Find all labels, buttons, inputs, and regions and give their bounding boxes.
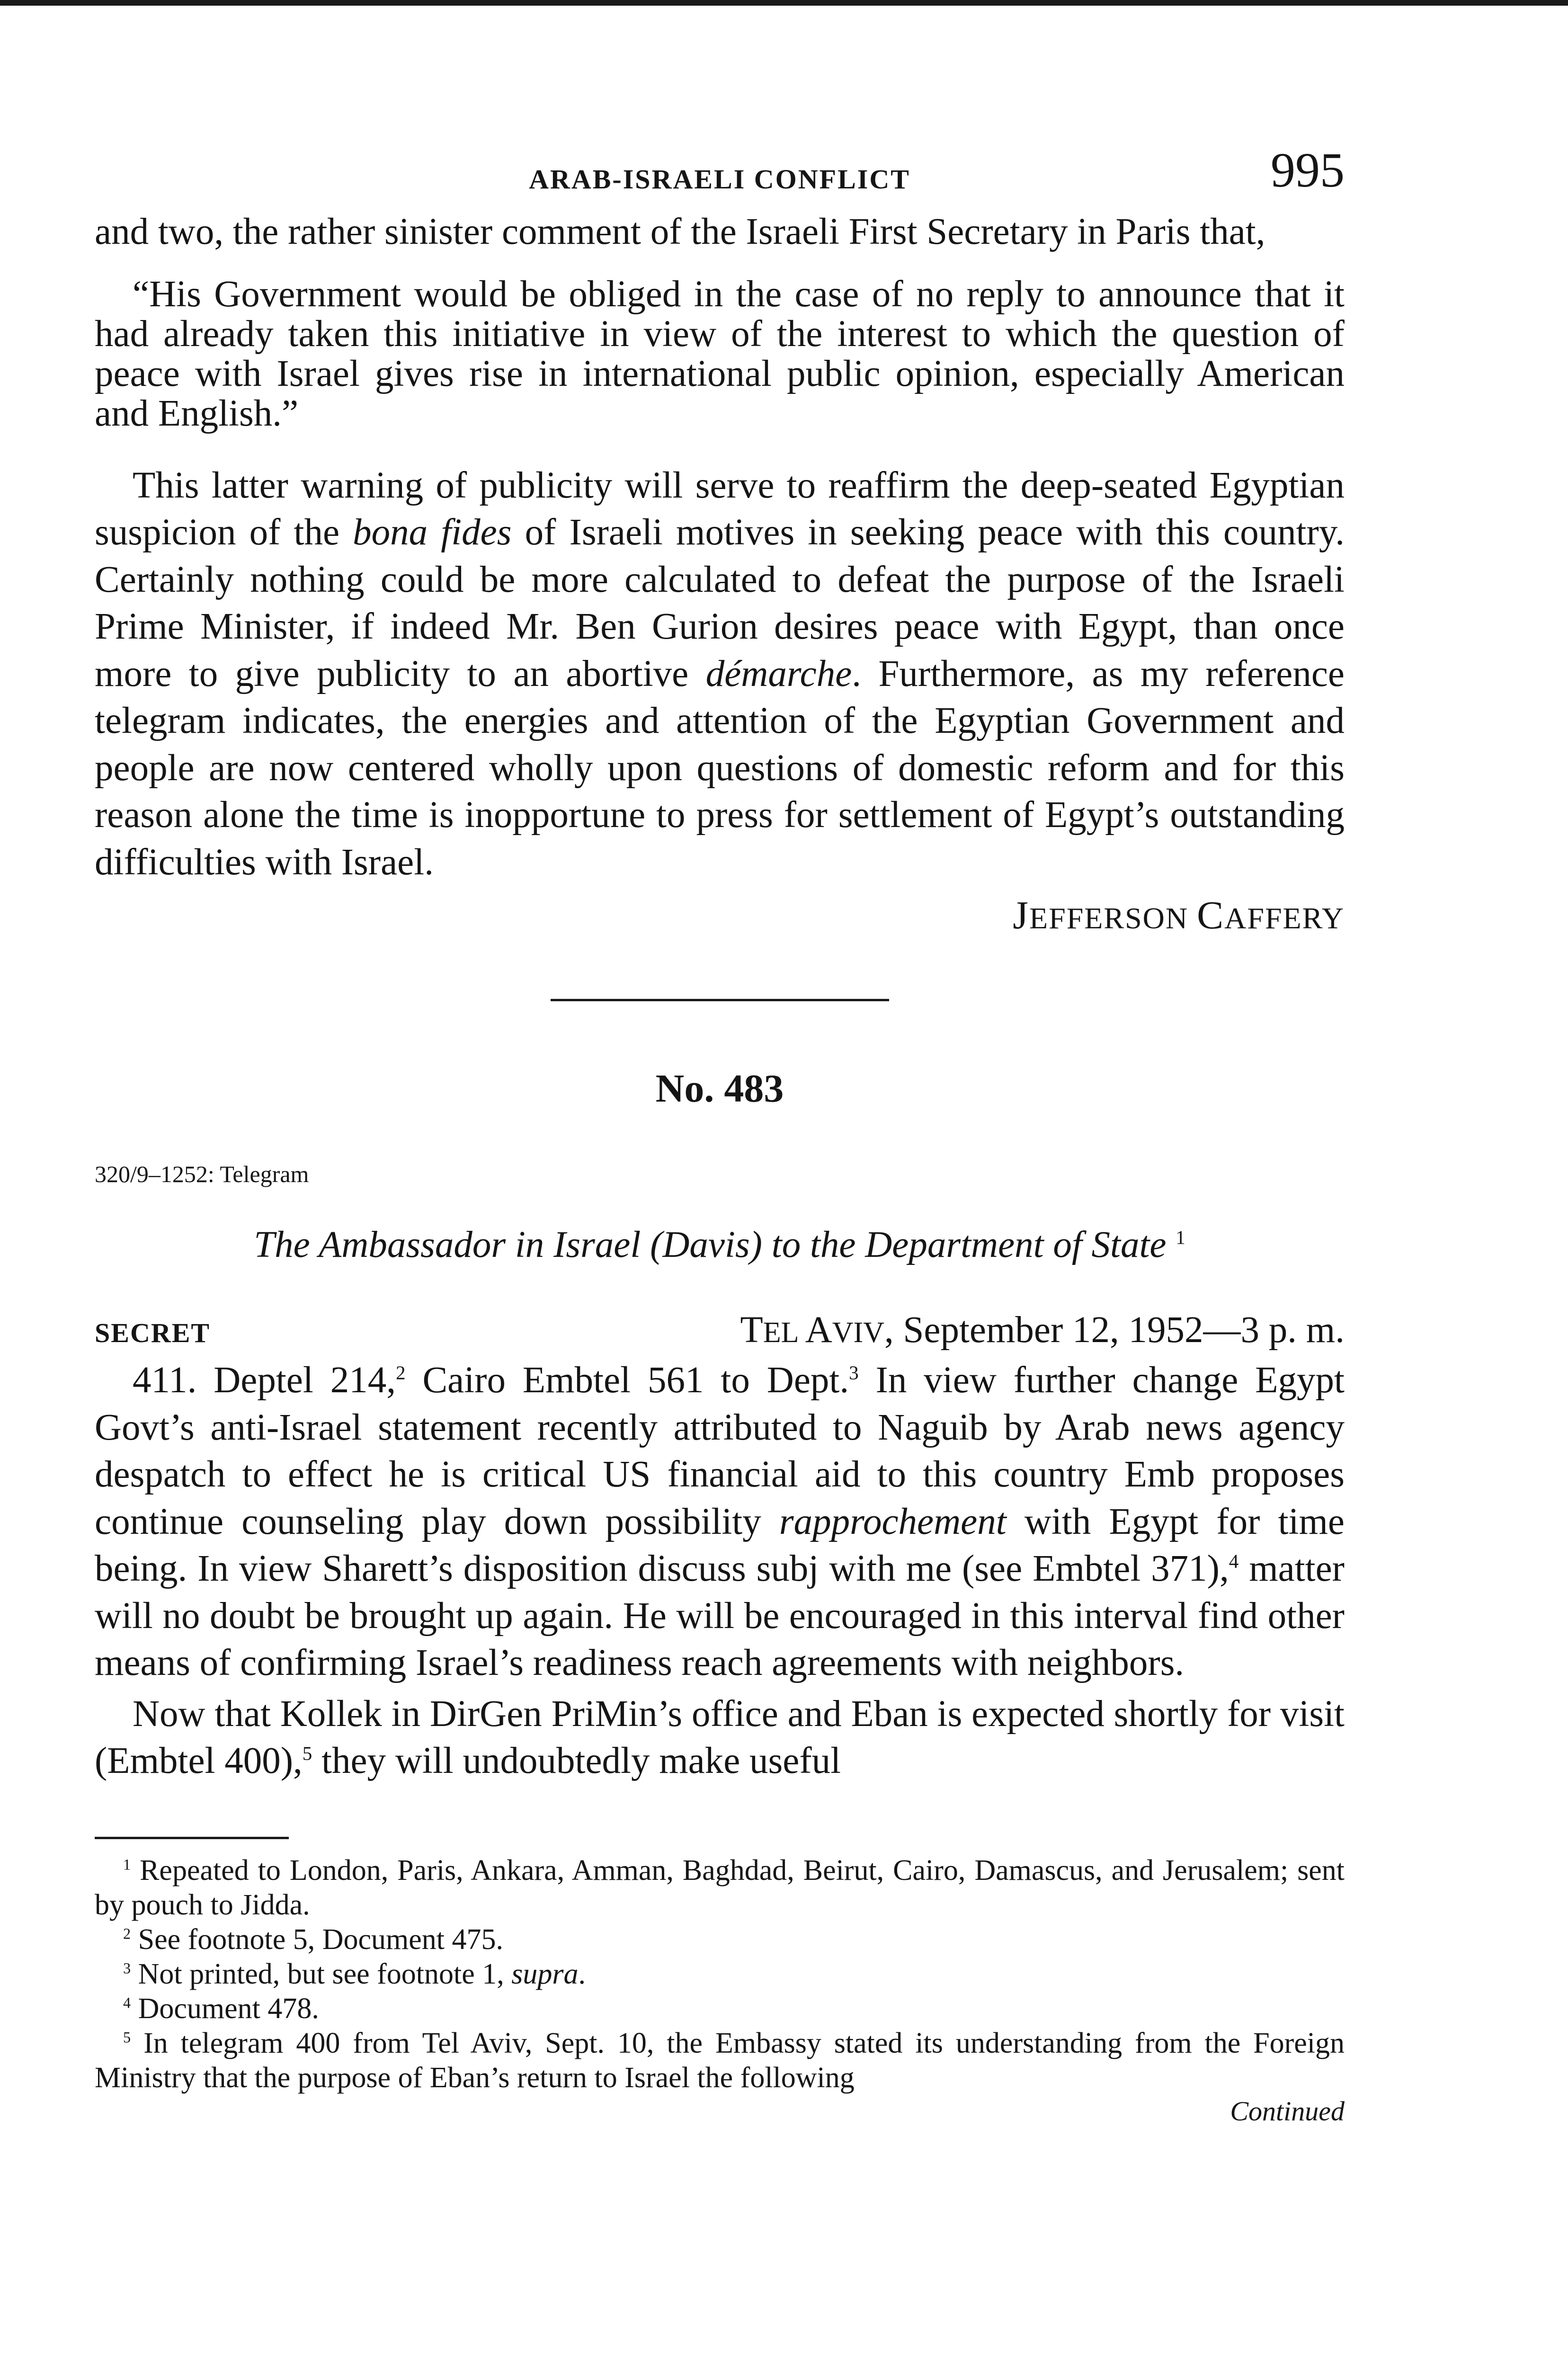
footnotes [95, 1853, 1345, 2095]
text-run: . Furthermore, as my reference telegram indicates, the energies and attention of the Egyptian Government and people are now centered wholly upon questions of domestic reform and for this reason alone the time is inopportune to press for settlement of Egypt’s outstanding difficulties with Israel. [95, 653, 1345, 883]
document-title [95, 1221, 1345, 1269]
footnote-marker: 4 [1229, 1550, 1239, 1572]
dateline [740, 1307, 1345, 1356]
document-page [95, 142, 1345, 2127]
text-run: This latter warning of publicity will serve to reaffirm the deep-seated Egyptian suspicion of the [95, 464, 1345, 553]
italic-text: bona fides [353, 512, 512, 553]
text-run: 411. Deptel 214, [133, 1360, 396, 1401]
block-quote: “His Government would be obliged in the case of no reply to announce that it had already taken this initiative in view of the interest to which the question of peace with Israel gives rise in international public opinion, especially American and English.” [95, 273, 1345, 434]
document-number: No. 483 [655, 1067, 784, 1111]
place-small-caps: VIV [832, 1317, 884, 1349]
place-cap: T [740, 1309, 763, 1351]
paragraph-continuation: and two, the rather sinister comment of the Israeli First Secretary in Paris that, [95, 211, 1265, 252]
footnote-4 [95, 1992, 1345, 2026]
footnote-number: 3 [123, 1959, 131, 1976]
signature-cap: C [1197, 893, 1225, 937]
footnote-text: . [578, 1958, 586, 1990]
section-divider [551, 999, 889, 1001]
italic-text: rapprochement [779, 1501, 1007, 1542]
continued-marker: Continued [1230, 2095, 1345, 2127]
scan-top-border [0, 0, 1568, 6]
page-number: 995 [1271, 143, 1345, 197]
footnote-3 [95, 1957, 1345, 1992]
text-run: matter will no doubt be brought up again. He will be encouraged in this interval find other means of confirming Israel’s readiness reach agreements with neighbors. [95, 1548, 1345, 1683]
footnote-2 [95, 1922, 1345, 1957]
italic-text: supra [511, 1958, 579, 1990]
footnote-text: Not printed, but see footnote 1, [138, 1958, 512, 1990]
text-run: they will undoubtedly make useful [312, 1740, 841, 1781]
date-text: , September 12, 1952—3 p. m. [884, 1309, 1345, 1351]
footnote-5 [95, 2026, 1345, 2095]
footnote-marker: 5 [302, 1742, 312, 1764]
running-title: ARAB-ISRAELI CONFLICT [529, 164, 910, 195]
signature-jefferson-caffery [95, 894, 1345, 940]
footnote-text: In telegram 400 from Tel Aviv, Sept. 10, the Embassy stated its understanding from the Foreign Ministry that the purpose of Eban’s return to Israel the following [95, 2027, 1345, 2094]
letter-body [95, 208, 1345, 886]
file-reference: 320/9–1252: Telegram [95, 1161, 309, 1187]
document-title-text: The Ambassador in Israel (Davis) to the Department of State [254, 1224, 1167, 1265]
footnote-text: Repeated to London, Paris, Ankara, Amman, Baghdad, Beirut, Cairo, Damascus, and Jerusalem; sent by pouch to Jidda. [95, 1854, 1345, 1921]
footnote-marker: 2 [396, 1361, 406, 1384]
text-run: In view further change Egypt Govt’s anti-Israel statement recently attributed to Naguib by Arab news agency despatch to effect he is critical US financial aid to this country Emb proposes continue counseling play down possibility [95, 1360, 1345, 1542]
footnote-1 [95, 1853, 1345, 1922]
place-cap: A [805, 1309, 832, 1351]
text-run: Cairo Embtel 561 to Dept. [405, 1360, 849, 1401]
paragraph-publicity-warning [95, 462, 1345, 886]
footnote-number: 4 [123, 1993, 131, 2011]
place-small-caps: EL [763, 1317, 798, 1349]
footnote-number: 5 [123, 2028, 131, 2046]
footnote-marker: 1 [1176, 1226, 1185, 1248]
text-run: of Israeli motives in seeking peace with this country. Certainly nothing could be more calculated to defeat the purpose of the Israeli Prime Minister, if indeed Mr. Ben Gurion desires peace with Egypt, than once more to give publicity to an abortive [95, 512, 1345, 694]
dateline-row [95, 1307, 1345, 1357]
italic-text: démarche [705, 653, 852, 694]
footnote-number: 2 [123, 1924, 131, 1942]
signature-cap: J [1013, 893, 1029, 937]
telegram-body [95, 1357, 1345, 1785]
footnote-divider [95, 1837, 289, 1839]
footnote-text: Document 478. [138, 1992, 319, 2025]
signature-small-caps: AFFERY [1224, 901, 1345, 935]
text-run: with Egypt for time being. In view Sharett’s disposition discuss subj with me (see Embtel 371), [95, 1501, 1345, 1589]
telegram-paragraph-1 [95, 1357, 1345, 1687]
telegram-paragraph-2 [95, 1691, 1345, 1785]
classification-label: SECRET [95, 1317, 211, 1348]
footnote-marker: 3 [849, 1361, 859, 1384]
running-header [95, 142, 1345, 208]
text-run: Now that Kollek in DirGen PriMin’s office and Eban is expected shortly for visit (Embtel 400), [95, 1693, 1345, 1781]
footnote-text: See footnote 5, Document 475. [138, 1923, 504, 1956]
signature-small-caps: EFFERSON [1029, 901, 1189, 935]
footnote-number: 1 [123, 1855, 131, 1873]
